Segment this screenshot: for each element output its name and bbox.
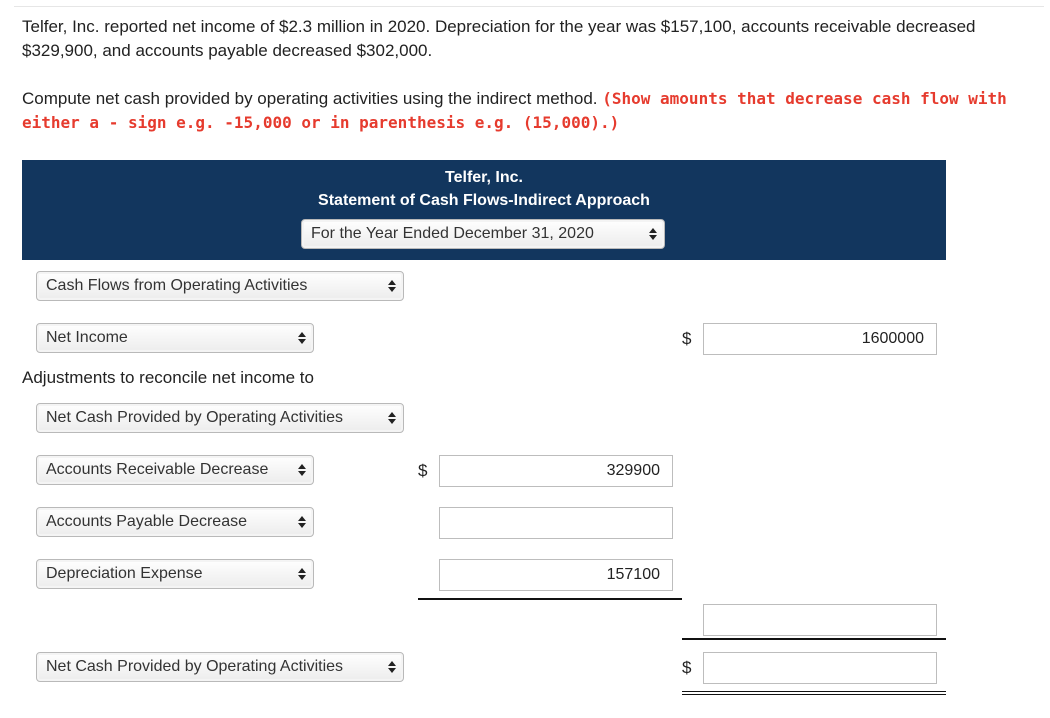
net-income-input[interactable]: 1600000 [703, 323, 937, 355]
ap-select[interactable] [36, 507, 314, 537]
net-income-select[interactable] [36, 323, 314, 353]
top-divider [14, 6, 1044, 7]
select-arrows-icon [298, 324, 306, 352]
instruction-hint: (Show amounts that decrease cash flow with either a - sign e.g. -15,000 or in parenthesis e.g. (15,000).) [22, 89, 1007, 132]
statement-header [22, 160, 946, 260]
total-select-value: Net Cash Provided by Operating Activities [46, 658, 344, 675]
select-arrows-icon [388, 404, 396, 432]
instruction-text: Compute net cash provided by operating activities using the indirect method. [22, 89, 598, 108]
ap-input[interactable] [439, 507, 673, 539]
select-arrows-icon [298, 508, 306, 536]
total-double-rule [682, 691, 946, 695]
select-arrows-icon [388, 272, 396, 300]
depreciation-input[interactable]: 157100 [439, 559, 673, 591]
depreciation-select-value: Depreciation Expense [46, 565, 203, 582]
question-text: Telfer, Inc. reported net income of $2.3 million in 2020. Depreciation for the year was $157,100, accounts receivable decreased $329,900, and accounts payable decreased $302,000. [22, 17, 976, 60]
company-name: Telfer, Inc. [445, 169, 523, 186]
adjustments-label: Adjustments to reconcile net income to [22, 368, 314, 387]
ar-select[interactable] [36, 455, 314, 485]
total-input[interactable] [703, 652, 937, 684]
question-instructions [22, 87, 1037, 135]
adjustments-select-value: Net Cash Provided by Operating Activities [46, 409, 344, 426]
total-select[interactable] [36, 652, 404, 682]
select-arrows-icon [388, 653, 396, 681]
section-header-select[interactable] [36, 271, 404, 301]
subtotal-input[interactable] [703, 604, 937, 636]
subtotal-rule [418, 598, 682, 600]
statement-title: Statement of Cash Flows-Indirect Approach [318, 192, 650, 209]
dollar-sign: $ [682, 658, 692, 677]
select-arrows-icon [298, 560, 306, 588]
ap-select-value: Accounts Payable Decrease [46, 513, 247, 530]
adjustments-select[interactable] [36, 403, 404, 433]
dollar-sign: $ [682, 329, 692, 348]
net-income-select-value: Net Income [46, 329, 128, 346]
period-select[interactable] [301, 219, 665, 249]
dollar-sign: $ [418, 461, 428, 480]
depreciation-select[interactable] [36, 559, 314, 589]
ar-select-value: Accounts Receivable Decrease [46, 461, 269, 478]
select-arrows-icon [649, 220, 657, 248]
period-select-value: For the Year Ended December 31, 2020 [311, 225, 594, 242]
total-rule [682, 638, 946, 640]
ar-input[interactable]: 329900 [439, 455, 673, 487]
select-arrows-icon [298, 456, 306, 484]
section-header-value: Cash Flows from Operating Activities [46, 277, 308, 294]
